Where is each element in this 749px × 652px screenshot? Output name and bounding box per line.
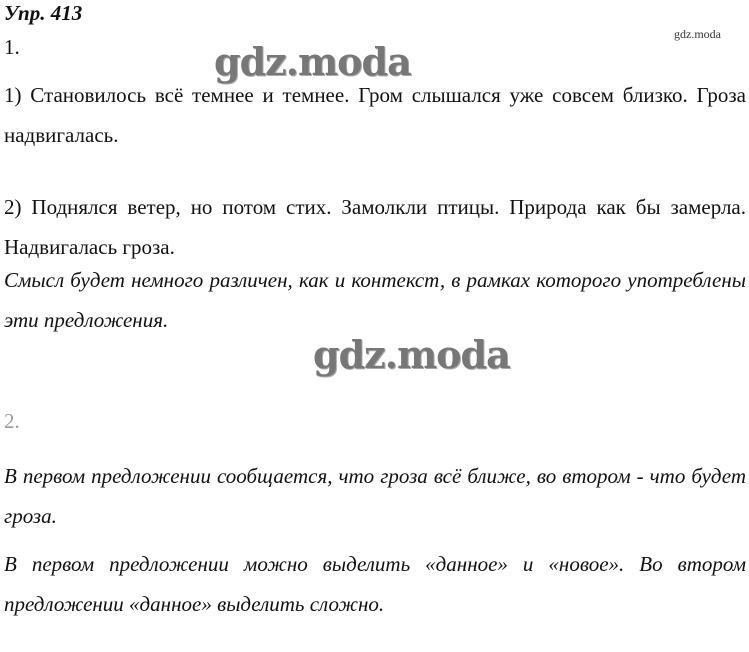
section-2-number: 2. [4,409,20,433]
section-1-note: Смысл будет немного различен, как и контекст, в рамках которого употреблены эти предложения. [4,268,746,332]
exercise-title: Упр. 413 [4,1,83,25]
answer-item-2: 2) Поднялся ветер, но потом стих. Замолкли птицы. Природа как бы замерла. Надвигалась гроза. [4,195,746,259]
site-watermark-middle: gdz.moda [313,332,510,377]
section-2-paragraph-1: В первом предложении сообщается, что гроза всё ближе, во втором - что будет гроза. [4,464,746,528]
section-2-paragraph-2: В первом предложении можно выделить «данное» и «новое». Во втором предложении «данное» выделить сложно. [4,552,746,616]
answer-item-1: 1) Становилось всё темнее и темнее. Гром слышался уже совсем близко. Гроза надвигалась. [4,83,746,147]
site-watermark-top: gdz.moda [214,39,411,84]
site-watermark-small: gdz.moda [674,27,721,41]
section-1-number: 1. [4,35,20,59]
